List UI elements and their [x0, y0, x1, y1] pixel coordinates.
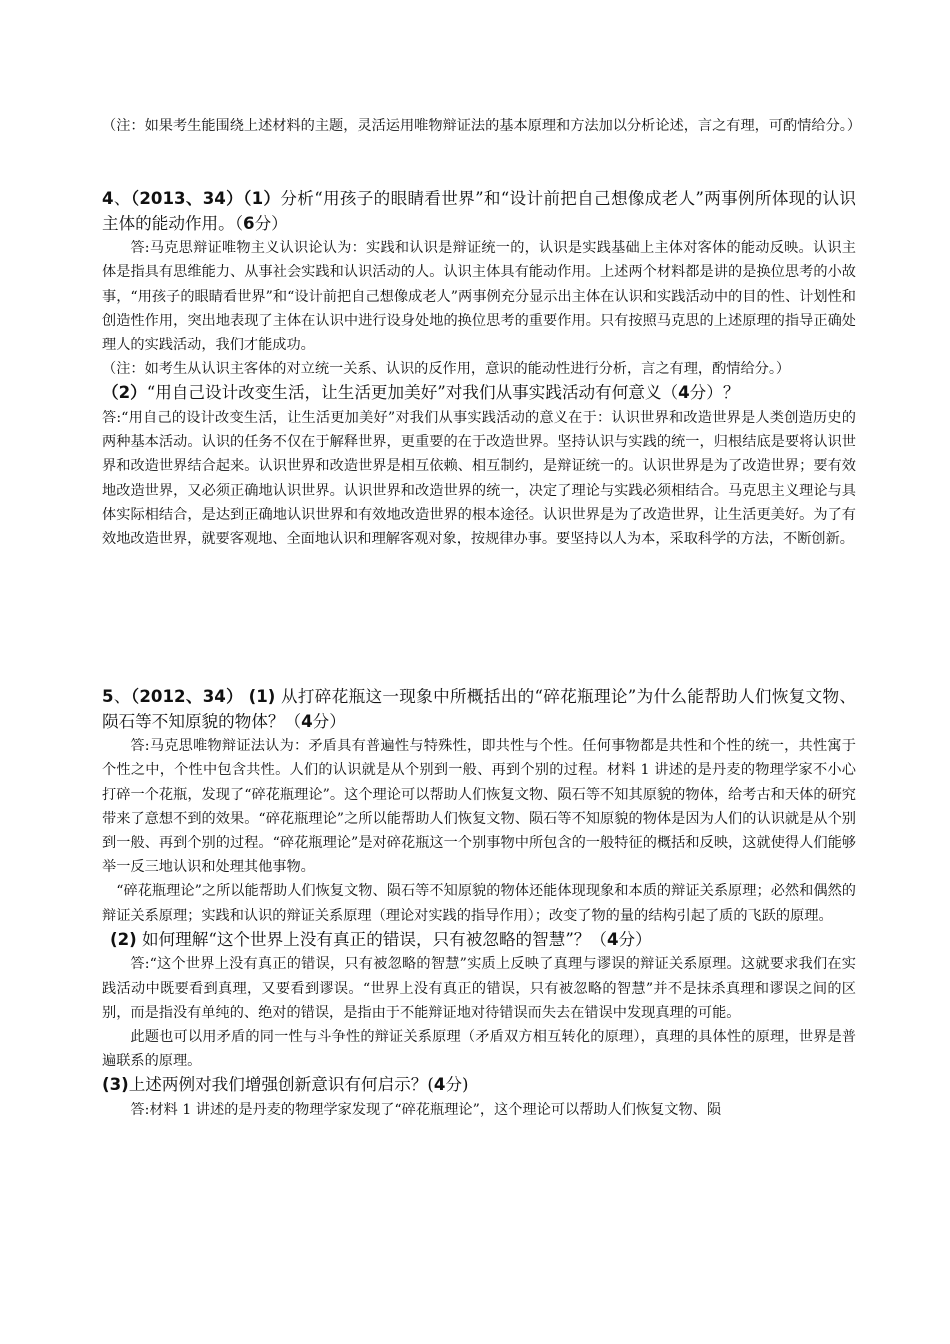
- question-4-part-2-points-unit: 分）？: [689, 383, 740, 403]
- question-5-part-1-text: 从打碎花瓶这一现象中所概括出的“碎花瓶理论”为什么能帮助人们恢复文物、陨石等不知原貌的物体？（: [102, 687, 857, 731]
- question-5-number: 5: [102, 687, 114, 706]
- question-5-part-2-points: 4: [607, 929, 619, 949]
- question-4-part-1-label: （1）: [243, 189, 281, 208]
- question-4-note: （注：如考生从认识主客体的对立统一关系、认识的反作用，意识的能动性进行分析，言之有理，酌情给分。）: [102, 361, 791, 378]
- note-top: （注：如果考生能围绕上述材料的主题，灵活运用唯物辩证法的基本原理和方法加以分析论述，言之有理，可酌情给分。）: [102, 118, 862, 134]
- question-4-part-1-points-unit: 分）: [254, 213, 288, 233]
- question-5-answer-1-paragraph-2: “碎花瓶理论”之所以能帮助人们恢复文物、陨石等不知原貌的物体还能体现现象和本质的辩证关系原理；必然和偶然的辩证关系原理；实践和认识的辩证关系原理（理论对实践的指导作用）；改变了物的量的结构引起了质的飞跃的原理。: [102, 883, 856, 924]
- question-5-part-3: [102, 1073, 856, 1098]
- question-4-part-2-label: （2）: [102, 383, 147, 403]
- question-4-block: [102, 187, 856, 551]
- question-5-part-3-text: 上述两例对我们增强创新意识有何启示？(: [128, 1075, 434, 1095]
- note-top-block: [102, 114, 862, 138]
- question-4-part-1-text: 分析“用孩子的眼睛看世界”和“设计前把自己想像成老人”两事例所体现的认识主体的能动作用。（: [102, 189, 857, 233]
- question-5-block: [102, 685, 856, 1122]
- question-5-part-3-points: 4: [433, 1075, 446, 1095]
- question-5-part-2-points-unit: 分）: [618, 929, 652, 949]
- question-4-part-2-points: 4: [678, 383, 690, 403]
- question-5-part-1-points: 4: [301, 711, 313, 731]
- question-5-part-1-points-unit: 分）: [312, 711, 346, 731]
- question-5-part-3-label: (3): [102, 1075, 129, 1095]
- question-4-source: （2013、34）: [130, 189, 244, 208]
- question-4-separator: 、: [113, 189, 131, 208]
- question-5-part-1: [102, 685, 856, 734]
- question-5-answer-1-paragraph-1: 答:马克思唯物辩证法认为：矛盾具有普遍性与特殊性，即共性与个性。任何事物都是共性和个性的统一，共性寓于个性之中，个性中包含共性。人们的认识就是从个别到一般、再到个别的过程。材料 1 讲述的是丹麦的物理学家不小心打碎一个花瓶，发现了“碎花瓶理论”。这个理论可以帮助人们恢复文物、陨石等不知其原貌的物体，给考古和天体的研究带来了意想不到的效果。“碎花瓶理论”之所以能帮助人们恢复文物、陨石等不知原貌的物体是因为人们的认识就是从个别到一般、再到个别的过程。“碎花瓶理论”是对碎花瓶这一个别事物中所包含的一般特征的概括和反映，这就使得人们能够举一反三地认识和处理其他事物。: [102, 738, 856, 876]
- question-4-number: 4: [102, 189, 114, 208]
- question-5-part-3-points-unit: 分): [445, 1075, 469, 1095]
- question-5-part-1-label: (1): [248, 687, 276, 706]
- question-5-separator: 、: [113, 687, 131, 706]
- question-4-part-1: [102, 187, 856, 236]
- question-5-part-2: [102, 928, 856, 953]
- question-4-part-2-text: “用自己设计改变生活，让生活更加美好”对我们从事实践活动有何意义（: [146, 383, 679, 403]
- question-5-answer-3: 答:材料 1 讲述的是丹麦的物理学家发现了“碎花瓶理论”，这个理论可以帮助人们恢复文物、陨: [130, 1102, 722, 1119]
- question-4-part-2: [102, 381, 856, 406]
- question-5-source: （2012、34）: [130, 687, 244, 706]
- question-4-part-1-points: 6: [243, 213, 255, 233]
- question-5-answer-2-paragraph-2: 此题也可以用矛盾的同一性与斗争性的辩证关系原理（矛盾双方相互转化的原理），真理的具体性的原理，世界是普遍联系的原理。: [102, 1029, 856, 1070]
- question-5-answer-2-paragraph-1: 答:“这个世界上没有真正的错误，只有被忽略的智慧”实质上反映了真理与谬误的辩证关系原理。这就要求我们在实践活动中既要看到真理，又要看到谬误。“世界上没有真正的错误，只有被忽略的智慧”并不是抹杀真理和谬误之间的区别，而是指没有单纯的、绝对的错误，是指由于不能辩证地对待错误而失去在错误中发现真理的可能。: [102, 956, 856, 1021]
- question-4-answer-2: 答:“用自己的设计改变生活，让生活更加美好”对我们从事实践活动的意义在于：认识世界和改造世界是人类创造历史的两种基本活动。认识的任务不仅在于解释世界，更重要的在于改造世界。坚持认识与实践的统一，归根结底是要将认识世界和改造世界结合起来。认识世界和改造世界是相互依赖、相互制约，是辩证统一的。认识世界是为了改造世界；要有效地改造世界，又必须正确地认识世界。认识世界和改造世界的统一，决定了理论与实践必须相结合。马克思主义理论与具体实际相结合，是达到正确地认识世界和有效地改造世界的根本途径。认识世界是为了改造世界，让生活更美好。为了有效地改造世界，就要客观地、全面地认识和理解客观对象，按规律办事。要坚持以人为本，采取科学的方法，不断创新。: [102, 410, 856, 548]
- question-4-answer-1: 答:马克思辩证唯物主义认识论认为：实践和认识是辩证统一的，认识是实践基础上主体对客体的能动反映。认识主体是指具有思维能力、从事社会实践和认识活动的人。认识主体具有能动作用。上述两个材料都是讲的是换位思考的小故事，“用孩子的眼睛看世界”和“设计前把自己想像成老人”两事例充分显示出主体在认识和实践活动中的目的性、计划性和创造性作用，突出地表现了主体在认识中进行设身处地的换位思考的重要作用。只有按照马克思的上述原理的指导正确处理人的实践活动，我们才能成功。: [102, 240, 856, 353]
- question-5-part-2-text: 如何理解“这个世界上没有真正的错误，只有被忽略的智慧”？（: [142, 929, 607, 949]
- question-5-part-2-label: (2): [110, 929, 137, 949]
